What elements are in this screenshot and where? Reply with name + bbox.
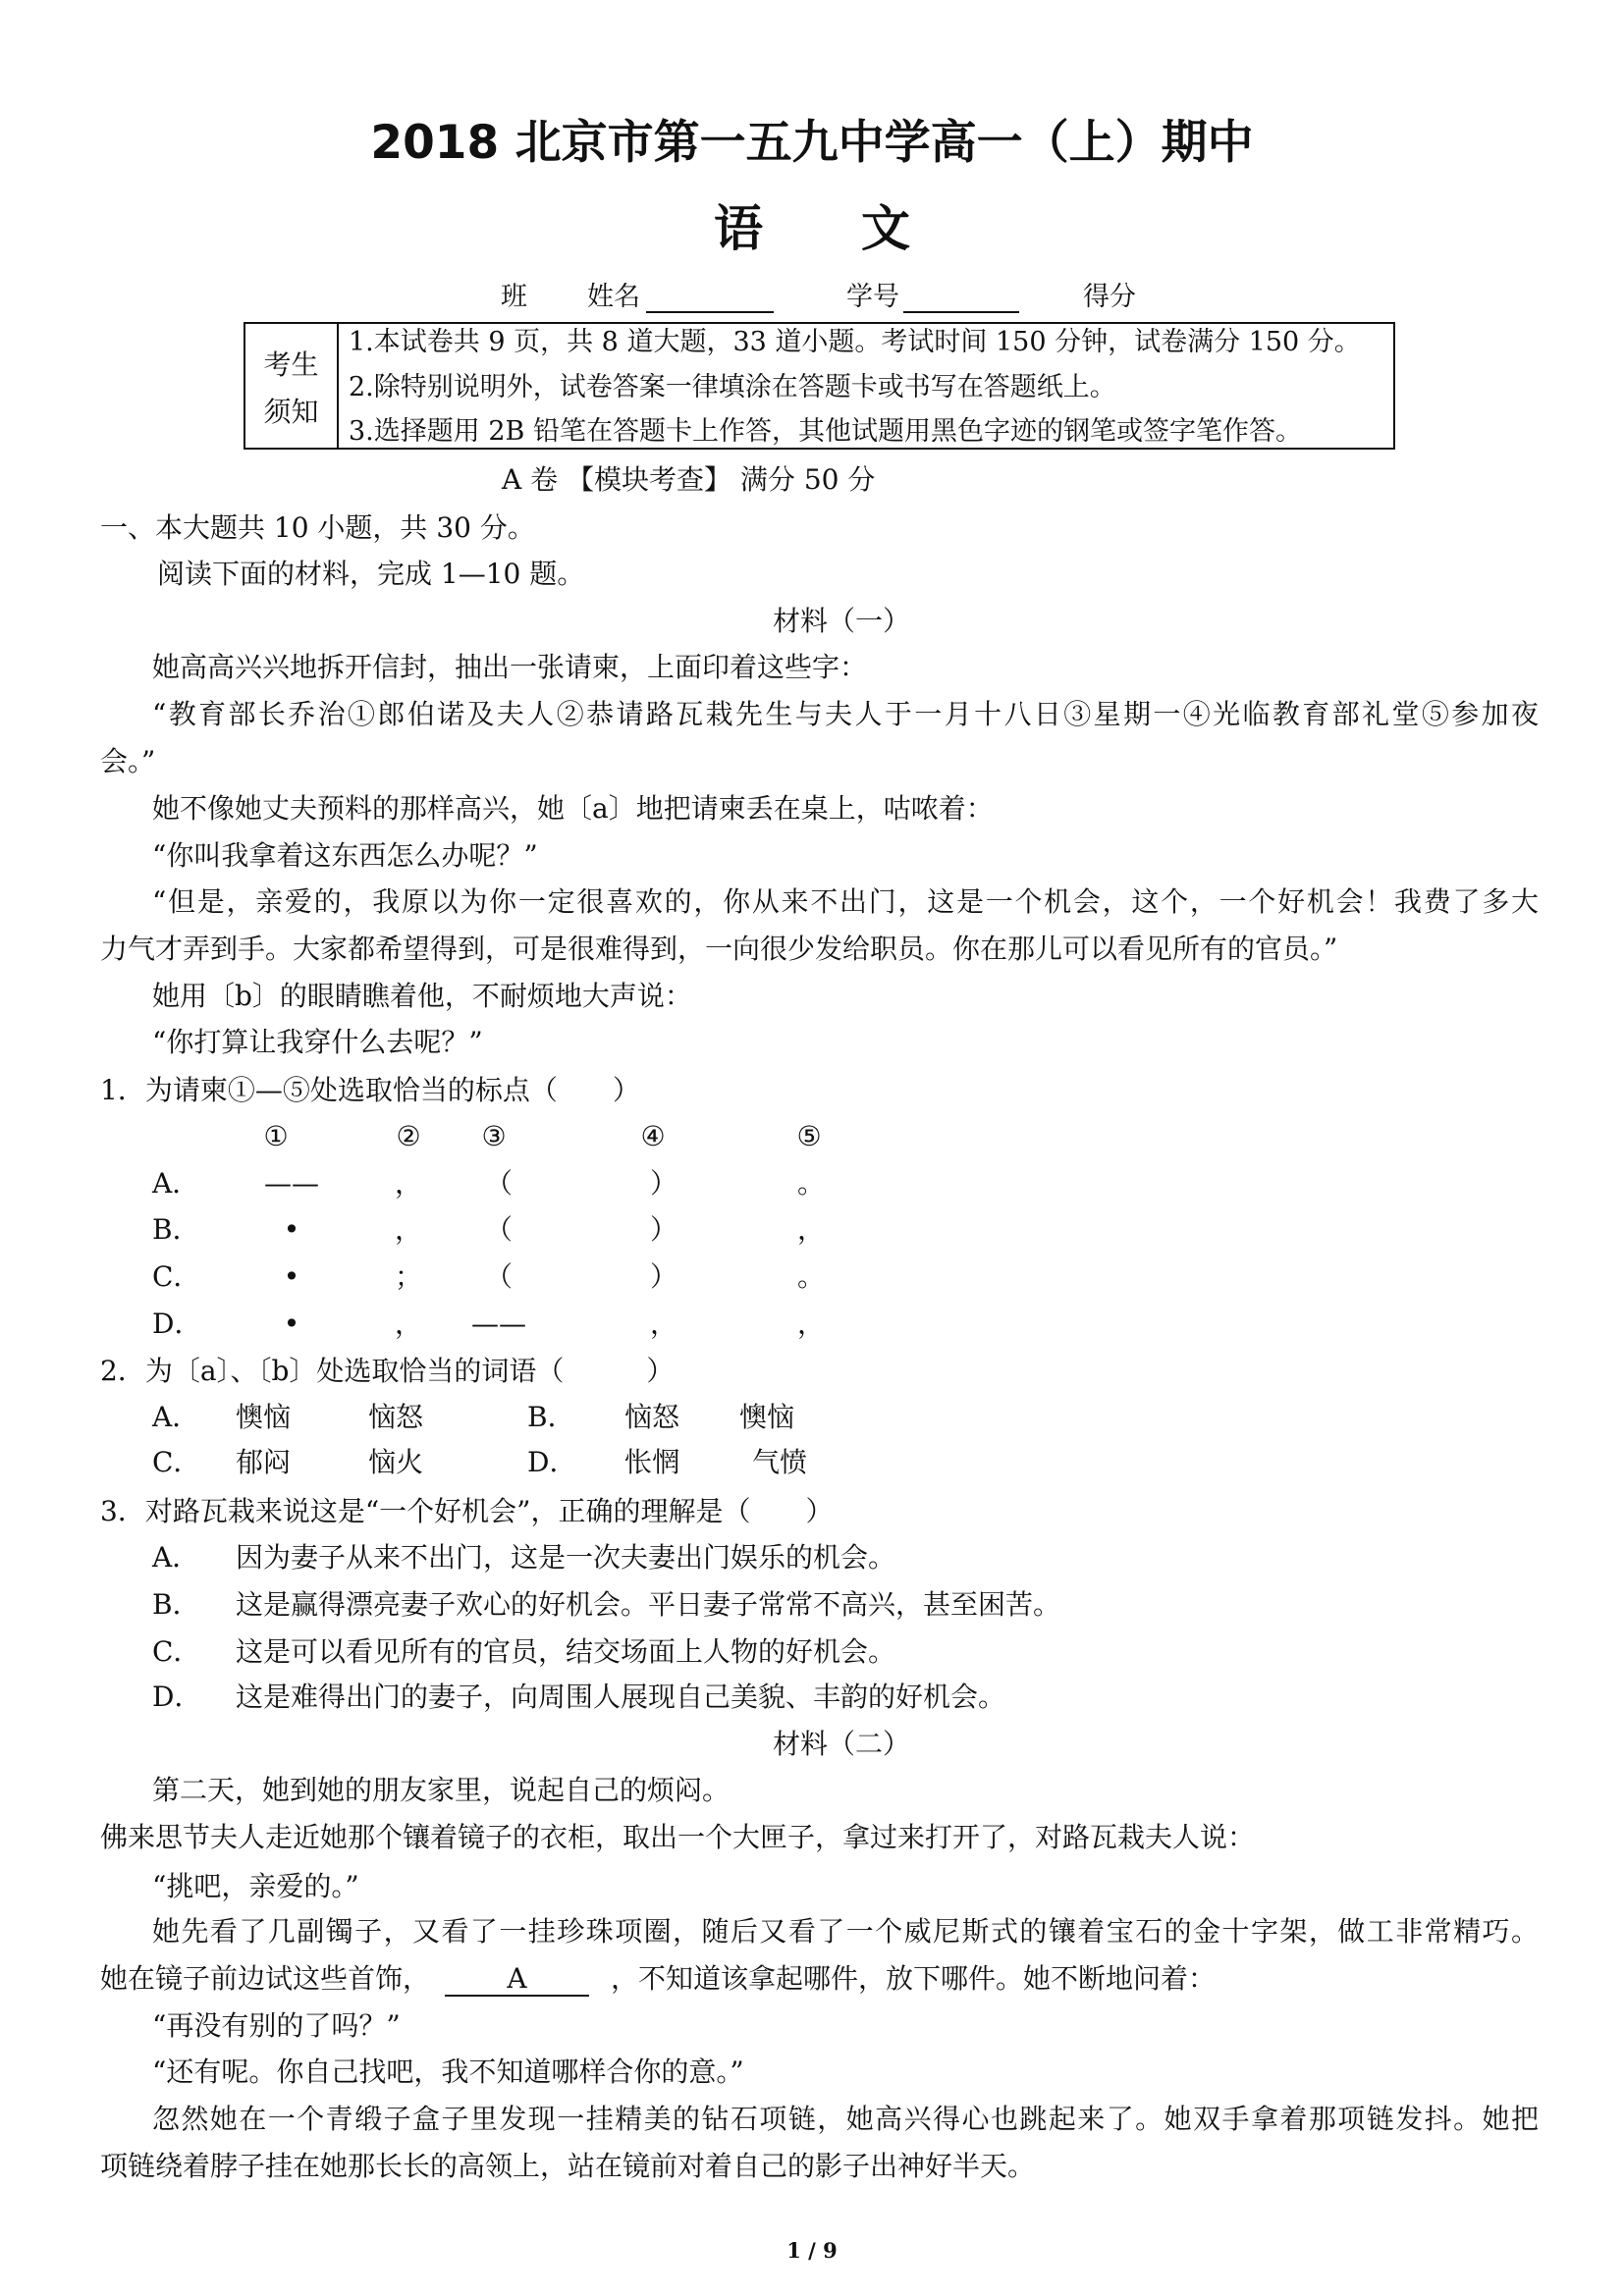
material-line: 忽然她在一个青缎子盒子里发现一挂精美的钻石项链，她高兴得心也跳起来了。她双手拿着那项链发抖。她把	[152, 2103, 1539, 2135]
notice-item: 2.除特别说明外，试卷答案一律填涂在答题卡或书写在答题纸上。	[349, 372, 1116, 402]
material-line: 她不像她丈夫预料的那样高兴，她〔a〕地把请柬丢在桌上，咕哝着：	[152, 792, 994, 825]
question-3-option-a	[0, 1538, 1624, 1577]
material-line: 佛来思节夫人走近她那个镶着镜子的衣柜，取出一个大匣子，拿过来打开了，对路瓦栽夫人说：	[100, 1821, 1256, 1853]
question-1-option-c	[0, 1257, 1624, 1297]
option-word: 恼火	[368, 1446, 424, 1478]
exam-title: 2018 北京市第一五九中学高一（上）期中	[370, 116, 1254, 170]
material-1-title: 材料（一）	[773, 605, 911, 637]
option-label: D．	[152, 1308, 202, 1340]
question-2-options-cd	[0, 1443, 1624, 1482]
name-blank	[646, 278, 774, 313]
student-id-blank	[903, 278, 1019, 313]
punctuation-mark: ，	[796, 1308, 825, 1340]
option-label: B．	[152, 1588, 200, 1621]
notice-box	[244, 322, 1395, 450]
material-line: “还有呢。你自己找吧，我不知道哪样合你的意。”	[152, 2056, 744, 2088]
material-line: “但是，亲爱的，我原以为你一定很喜欢的，你从来不出门，这是一个机会，这个，一个好机会！我费了多大	[152, 885, 1539, 918]
punctuation-mark: ，	[649, 1308, 677, 1340]
punctuation-mark: ）	[649, 1167, 677, 1200]
material-2-title: 材料（二）	[773, 1728, 911, 1760]
punctuation-mark: 。	[796, 1167, 825, 1200]
option-word: 气愤	[752, 1446, 808, 1478]
punctuation-mark: ，	[394, 1213, 422, 1246]
punctuation-mark: ——	[471, 1308, 526, 1340]
punctuation-mark: •	[283, 1213, 300, 1246]
option-label: A．	[152, 1167, 200, 1200]
material-line: “你打算让我穿什么去呢？”	[152, 1026, 483, 1058]
option-text: 这是赢得漂亮妻子欢心的好机会。平日妻子常常不高兴，甚至困苦。	[236, 1588, 1061, 1621]
punctuation-mark: •	[283, 1308, 300, 1340]
blank-line-after: ，不知道该拿起哪件，放下哪件。她不断地问着：	[611, 1962, 1217, 1995]
reading-instruction: 阅读下面的材料，完成 1—10 题。	[157, 558, 585, 590]
option-label: B．	[152, 1213, 200, 1246]
punctuation-mark: ，	[394, 1167, 422, 1200]
student-info-row	[0, 278, 1624, 317]
option-label: C．	[152, 1635, 201, 1668]
option-word: 恼怒	[624, 1401, 680, 1433]
option-label: D．	[527, 1446, 577, 1478]
punctuation-mark: （	[484, 1167, 513, 1200]
page-number: 1 / 9	[786, 2238, 838, 2263]
option-label: A．	[152, 1401, 200, 1433]
class-label: 班	[501, 282, 527, 312]
punctuation-mark: ——	[264, 1167, 319, 1200]
option-word: 懊恼	[739, 1401, 795, 1433]
punctuation-mark: ；	[394, 1260, 422, 1293]
material-line: “挑吧，亲爱的。”	[152, 1870, 359, 1902]
punctuation-mark: ，	[394, 1308, 422, 1340]
question-3-option-d	[0, 1678, 1624, 1717]
score-label: 得分	[1083, 282, 1136, 312]
material-line: 她高高兴兴地拆开信封，抽出一张请柬，上面印着这些字：	[152, 651, 868, 683]
question-2-options-ab	[0, 1398, 1624, 1437]
punctuation-mark: （	[484, 1213, 513, 1246]
punctuation-mark: 。	[796, 1260, 825, 1293]
notice-label-line-2: 须知	[263, 396, 319, 428]
option-word: 郁闷	[236, 1446, 292, 1478]
notice-item: 1.本试卷共 9 页，共 8 道大题，33 道小题。考试时间 150 分钟，试卷满分 150 分。	[349, 327, 1361, 357]
option-word: 恼怒	[368, 1401, 424, 1433]
subject-title: 语 文	[714, 200, 910, 257]
question-3-option-b	[0, 1585, 1624, 1625]
punctuation-mark: （	[484, 1260, 513, 1293]
option-label: A．	[152, 1541, 200, 1574]
question-1-option-d	[0, 1305, 1624, 1344]
position-marker: ①	[263, 1120, 289, 1152]
punctuation-mark: ）	[649, 1213, 677, 1246]
option-text: 这是可以看见所有的官员，结交场面上人物的好机会。	[236, 1635, 896, 1668]
option-label: B．	[527, 1401, 575, 1433]
question-3-stem: 3．对路瓦栽来说这是“一个好机会”，正确的理解是（ ）	[100, 1495, 834, 1527]
option-label: D．	[152, 1681, 202, 1713]
position-marker: ②	[396, 1120, 421, 1152]
question-2-stem: 2．为〔a〕、〔b〕处选取恰当的词语（ ）	[100, 1355, 675, 1387]
section-heading: A 卷 【模块考查】 满分 50 分	[502, 463, 876, 496]
position-marker: ⑤	[796, 1120, 822, 1152]
option-word: 懊恼	[236, 1401, 292, 1433]
question-1-position-header	[0, 1117, 1624, 1156]
question-1-option-a	[0, 1164, 1624, 1203]
punctuation-mark: ）	[649, 1260, 677, 1293]
material-line: 第二天，她到她的朋友家里，说起自己的烦闷。	[152, 1774, 731, 1806]
part-heading: 一、本大题共 10 小题，共 30 分。	[100, 511, 535, 544]
option-text: 因为妻子从来不出门，这是一次夫妻出门娱乐的机会。	[236, 1541, 896, 1574]
notice-item: 3.选择题用 2B 铅笔在答题卡上作答，其他试题用黑色字迹的钢笔或签字笔作答。	[349, 416, 1302, 447]
student-id-label: 学号	[846, 282, 899, 312]
notice-divider	[337, 324, 339, 448]
material-line: “教育部长乔治①郎伯诺及夫人②恭请路瓦栽先生与夫人于一月十八日③星期一④光临教育部礼堂⑤参加夜	[152, 698, 1539, 730]
material-line: 力气才弄到手。大家都希望得到，可是很难得到，一向很少发给职员。你在那儿可以看见所有的官员。”	[100, 933, 1338, 965]
option-word: 怅惘	[624, 1446, 680, 1478]
question-1-stem: 1．为请柬①—⑤处选取恰当的标点（ ）	[100, 1074, 640, 1106]
fill-in-blank: A	[445, 1959, 589, 1997]
position-marker: ③	[481, 1120, 507, 1152]
punctuation-mark: •	[283, 1260, 300, 1293]
material-line: 她先看了几副镯子，又看了一挂珍珠项圈，随后又看了一个威尼斯式的镶着宝石的金十字架，做工非常精巧。	[152, 1915, 1539, 1948]
material-line: 会。”	[100, 745, 156, 777]
material-line: “再没有别的了吗？”	[152, 2009, 401, 2042]
punctuation-mark: ，	[796, 1213, 825, 1246]
question-3-option-c	[0, 1632, 1624, 1672]
blank-line-before: 她在镜子前边试这些首饰，	[100, 1962, 431, 1995]
material-line: 项链绕着脖子挂在她那长长的高领上，站在镜前对着自己的影子出神好半天。	[100, 2150, 1036, 2182]
option-label: C．	[152, 1260, 201, 1293]
position-marker: ④	[640, 1120, 666, 1152]
material-line: 她用〔b〕的眼睛瞧着他，不耐烦地大声说：	[152, 980, 692, 1012]
option-text: 这是难得出门的妻子，向周围人展现自己美貌、丰韵的好机会。	[236, 1681, 1006, 1713]
option-label: C．	[152, 1446, 201, 1478]
notice-label-line-1: 考生	[263, 348, 319, 381]
question-1-option-b	[0, 1210, 1624, 1250]
name-label: 姓名	[587, 282, 640, 312]
material-line: “你叫我拿着这东西怎么办呢？”	[152, 839, 538, 872]
material-line-with-blank	[0, 1959, 1624, 1999]
